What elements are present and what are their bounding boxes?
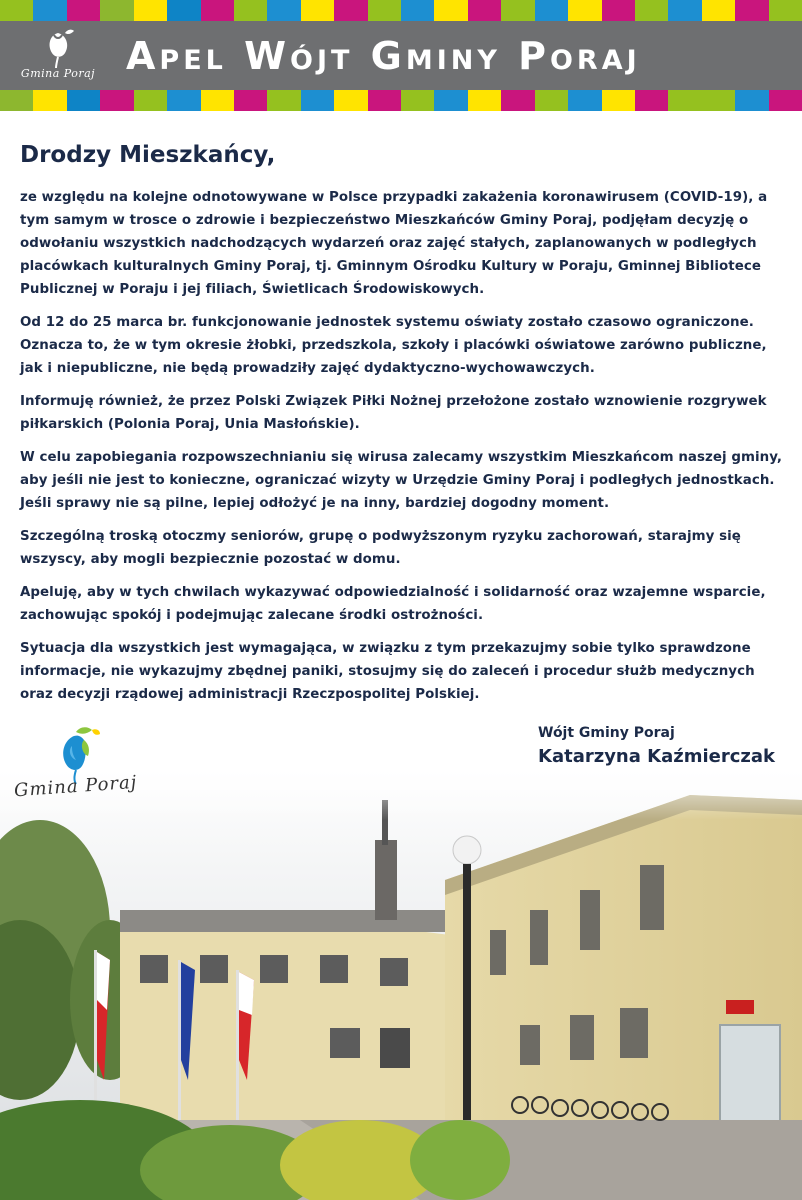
- signature-name: Katarzyna Kaźmierczak: [538, 746, 776, 767]
- color-stripe: [434, 90, 467, 111]
- color-stripe: [568, 0, 601, 21]
- header-banner: [0, 21, 802, 90]
- color-stripe: [33, 0, 66, 21]
- color-stripe: [535, 90, 568, 111]
- color-stripe: [267, 0, 300, 21]
- color-stripe: [735, 0, 768, 21]
- color-stripe: [0, 0, 33, 21]
- color-stripe: [100, 0, 133, 21]
- gmina-poraj-logo-small: [10, 25, 106, 87]
- color-stripe: [401, 0, 434, 21]
- color-stripe: [301, 90, 334, 111]
- color-stripe: [0, 90, 33, 111]
- color-stripe: [134, 90, 167, 111]
- color-stripe: [234, 0, 267, 21]
- paragraph-football: Informuję również, że przez Polski Związek Piłki Nożnej przełożone zostało wznowienie rozgrywek piłkarskich (Polonia Poraj, Unia Masłońskie).: [20, 394, 767, 432]
- paragraph-events: ze względu na kolejne odnotowywane w Polsce przypadki zakażenia koronawirusem (COVID-19), a tym samym w trosce o zdrowie i bezpieczeństwo Mieszkańców Gminy Poraj, podjęłam decyzję o odwołaniu wszystkich nadchodzących wydarzeń oraz zajęć stałych, zaplanowanych w podległych placówkach kulturalnych Gminy Poraj, tj. Gminnym Ośrodku Kultury w Poraju, Gminnej Bibliotece Publicznej w Poraju i jej filiach, Świetlicach Środowiskowych.: [20, 190, 768, 297]
- page-title: Apel Wójt Gminy Poraj: [126, 34, 641, 78]
- color-stripe: [769, 0, 802, 21]
- top-color-stripes: [0, 0, 802, 21]
- color-stripe: [602, 0, 635, 21]
- color-stripe: [735, 90, 768, 111]
- color-stripe: [201, 0, 234, 21]
- color-stripe: [401, 90, 434, 111]
- color-stripe: [334, 90, 367, 111]
- color-stripe: [234, 90, 267, 111]
- color-stripe: [334, 0, 367, 21]
- paragraph-information: Sytuacja dla wszystkich jest wymagająca, w związku z tym przekazujmy sobie tylko sprawdzone informacje, nie wykazujmy zbędnej paniki, stosujmy się do zaleceń i procedur służb medycznych oraz decyzji rządowej administracji Rzeczpospolitej Polskiej.: [20, 641, 755, 702]
- color-stripe: [67, 0, 100, 21]
- color-stripe: [635, 90, 668, 111]
- color-stripe: [434, 0, 467, 21]
- bottom-color-stripes: [0, 90, 802, 111]
- color-stripe: [535, 0, 568, 21]
- color-stripe: [501, 0, 534, 21]
- color-stripe: [201, 90, 234, 111]
- color-stripe: [33, 90, 66, 111]
- gmina-poraj-logo-large: [14, 726, 144, 806]
- logo-wordmark: Gmina Poraj: [20, 67, 96, 80]
- paragraph-schools: Od 12 do 25 marca br. funkcjonowanie jednostek systemu oświaty zostało czasowo ograniczone. Oznacza to, że w tym okresie żłobki, przedszkola, szkoły i placówki oświatowe zarówno publiczne, jak i niepubliczne, nie będą prowadziły zajęć dydaktyczno-wychowawczych.: [20, 315, 767, 376]
- paragraph-office-visits: W celu zapobiegania rozpowszechnianiu się wirusa zalecamy wszystkim Mieszkańcom naszej gminy, aby jeśli nie jest to konieczne, ograniczać wizyty w Urzędzie Gminy Poraj i podległych jednostkach. Jeśli sprawy nie są pilne, lepiej odłożyć je na inny, bardziej dogodny moment.: [20, 450, 783, 511]
- color-stripe: [468, 90, 501, 111]
- logo-wordmark-large: Gmina Poraj: [13, 771, 138, 802]
- color-stripe: [67, 90, 100, 111]
- color-stripe: [468, 0, 501, 21]
- color-stripe: [167, 90, 200, 111]
- signature-title: Wójt Gminy Poraj: [538, 725, 675, 741]
- color-stripe: [100, 90, 133, 111]
- color-stripe: [668, 0, 701, 21]
- color-stripe: [368, 90, 401, 111]
- paragraph-solidarity: Apeluję, aby w tych chwilach wykazywać odpowiedzialność i solidarność oraz wzajemne wsparcie, zachowując spokój i podejmując zalecane środki ostrożności.: [20, 585, 766, 623]
- color-stripe: [501, 90, 534, 111]
- color-stripe: [635, 0, 668, 21]
- signature-block: [538, 722, 788, 770]
- color-stripe: [769, 90, 802, 111]
- color-stripe: [702, 90, 735, 111]
- color-stripe: [702, 0, 735, 21]
- greeting: Drodzy Mieszkańcy,: [20, 142, 276, 168]
- paragraph-seniors: Szczególną troską otoczmy seniorów, grupę o podwyższonym ryzyku zachorowań, starajmy się wszyscy, aby mogli bezpiecznie pozostać w domu.: [20, 529, 741, 567]
- color-stripe: [668, 90, 701, 111]
- color-stripe: [568, 90, 601, 111]
- letter-body: [20, 140, 790, 716]
- color-stripe: [368, 0, 401, 21]
- tulip-icon: [10, 25, 106, 69]
- color-stripe: [167, 0, 200, 21]
- color-stripe: [267, 90, 300, 111]
- color-stripe: [301, 0, 334, 21]
- town-hall-photo: [0, 760, 802, 1200]
- color-stripe: [602, 90, 635, 111]
- color-stripe: [134, 0, 167, 21]
